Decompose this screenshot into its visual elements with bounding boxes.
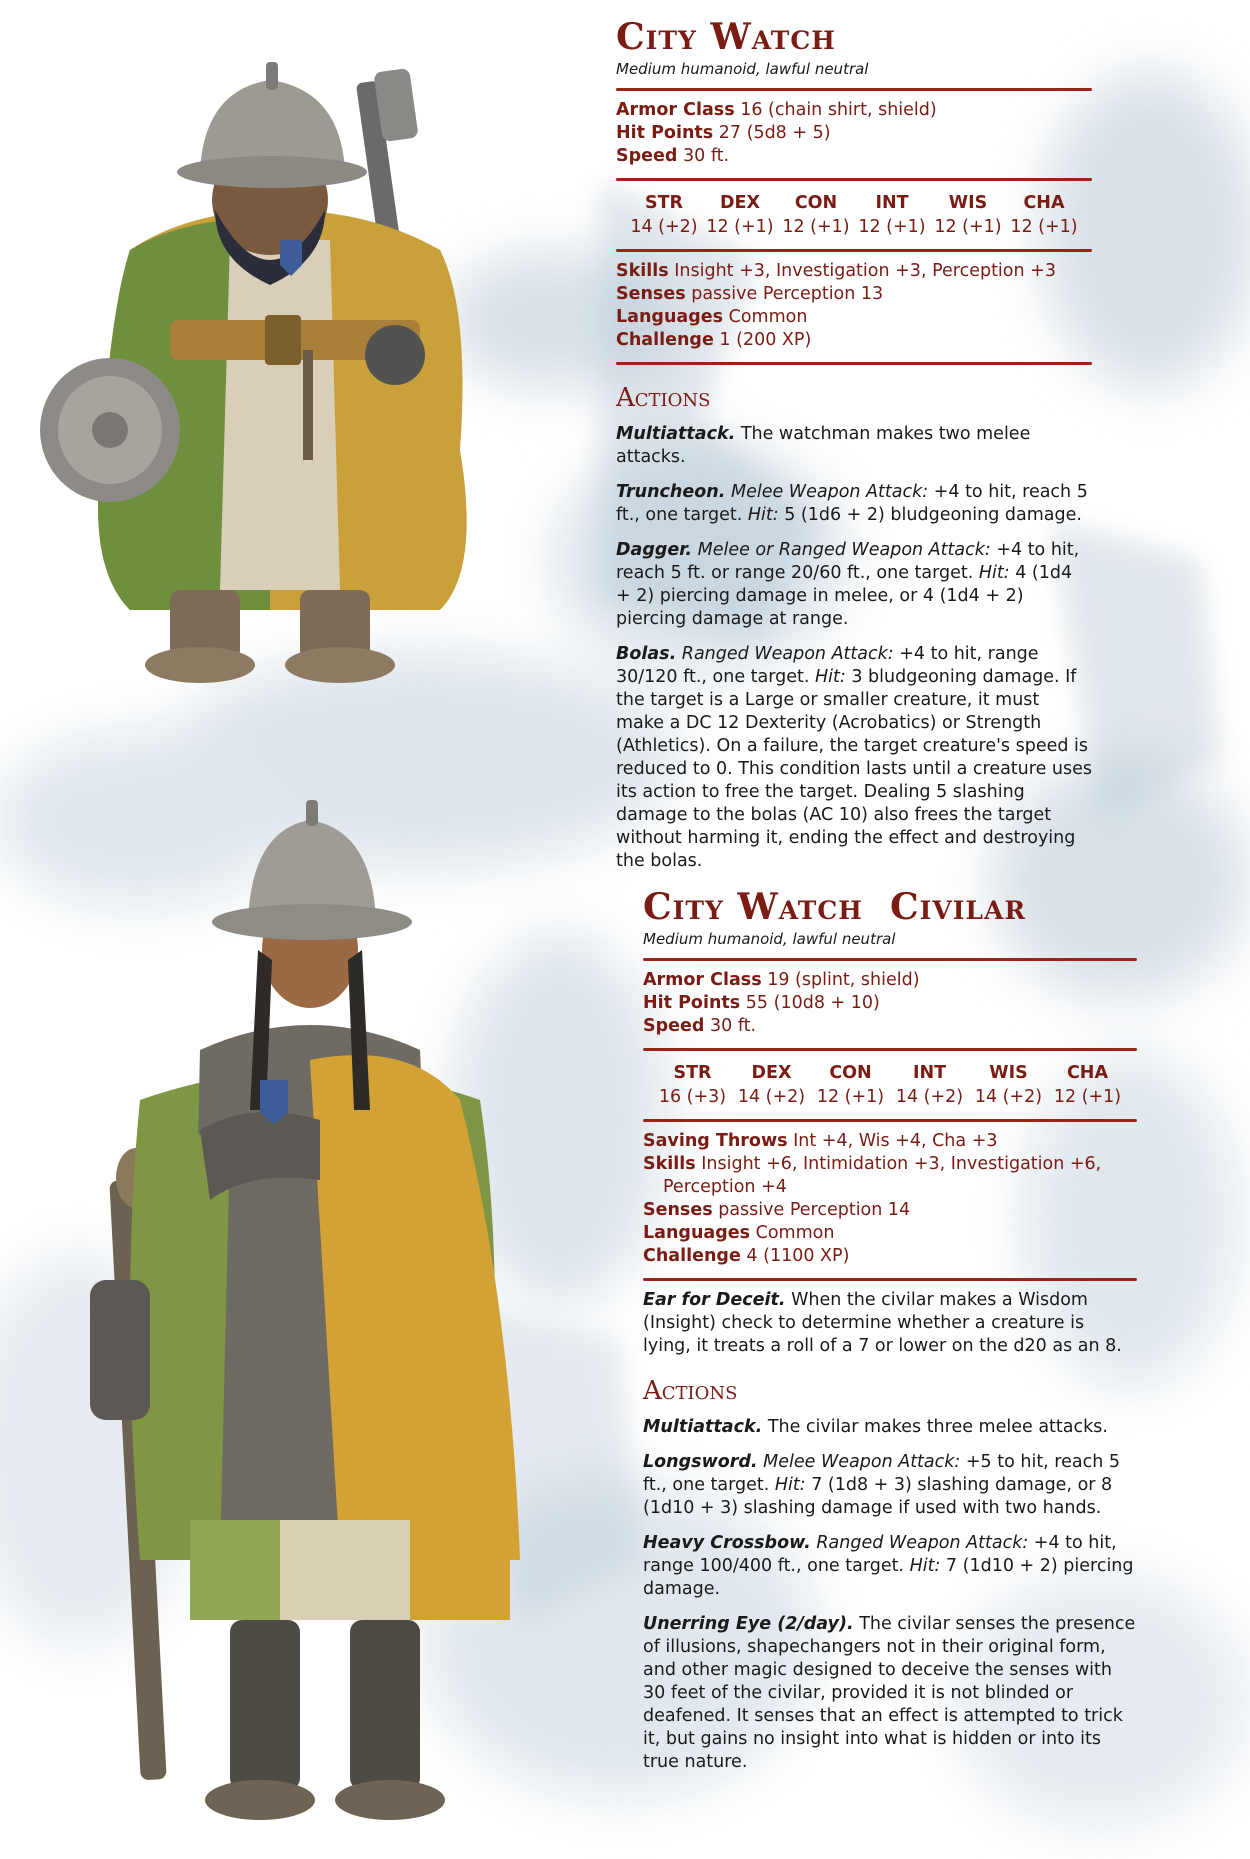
hit-points-label: Hit Points [616,122,714,143]
senses-value: passive Perception 13 [691,283,884,304]
hit-points-value: 55 (10d8 + 10) [745,992,880,1013]
ability-str: STR 16 (+3) [658,1062,727,1107]
saving-throws-value: Int +4, Wis +4, Cha +3 [793,1130,998,1151]
speed-value: 30 ft. [682,145,730,166]
civilar-stat-block [643,888,1137,1786]
action-bolas: Bolas. Ranged Weapon Attack: +4 to hit, range 30/120 ft., one target. Hit: 3 bludgeoning damage. If the target is a Large or smaller creature, it must make a DC 12 Dexterity (Acrobatics) or Strength (Athletics). On a failure, the target creature's speed is reduced to 0. This condition lasts until a creature uses its action to free the target. Dealing 5 slashing damage to the bolas (AC 10) also frees the target without harming it, ending the effect and destroying the bolas. [616,643,1092,871]
speed-value: 30 ft. [709,1015,757,1036]
languages-label: Languages [643,1222,751,1243]
skills-label: Skills [643,1153,696,1174]
action-multiattack: Multiattack. The watchman makes two melee attacks. [616,423,1031,467]
action-unerring-eye: Unerring Eye (2/day). The civilar senses the presence of illusions, shapechangers not in their original form, and other magic designed to deceive the senses with 30 feet of the civilar, provided it is not blinded or deafened. It senses that an effect is attempted to trick it, but gains no insight into what is hidden or into its true nature. [643,1613,1136,1772]
actions-heading: Actions [643,1375,738,1406]
ability-con: CON 12 (+1) [782,192,850,237]
actions-heading: Actions [616,382,711,413]
city-watch-civilar-illustration [80,800,580,1850]
languages-value: Common [755,1222,835,1243]
divider [643,1278,1137,1281]
ability-wis: WIS 14 (+2) [974,1062,1043,1107]
ability-scores [643,1059,1137,1109]
creature-type: Medium humanoid, lawful neutral [643,929,896,948]
divider [616,88,1092,91]
ability-cha: CHA 12 (+1) [1010,192,1078,237]
stat-block-title: City Watch Civilar [643,886,1027,928]
ability-dex: DEX 12 (+1) [706,192,774,237]
trait-ear-for-deceit: Ear for Deceit. When the civilar makes a Wisdom (Insight) check to determine whether a creature is lying, it treats a roll of a 7 or lower on the d20 as an 8. [643,1289,1122,1356]
stat-block-title: City Watch [616,16,836,58]
armor-class-value: 16 (chain shirt, shield) [740,99,937,120]
skills-value-continued: Perception +4 [663,1176,787,1197]
armor-class-value: 19 (splint, shield) [767,969,920,990]
ability-int: INT 12 (+1) [858,192,926,237]
divider [643,958,1137,961]
armor-class-label: Armor Class [643,969,762,990]
divider [616,178,1092,181]
ability-str: STR 14 (+2) [630,192,698,237]
action-longsword: Longsword. Melee Weapon Attack: +5 to hit, reach 5 ft., one target. Hit: 7 (1d8 + 3) slashing damage, or 8 (1d10 + 3) slashing damage if used with two hands. [643,1451,1121,1518]
speed-label: Speed [616,145,678,166]
saving-throws-label: Saving Throws [643,1130,788,1151]
ability-con: CON 12 (+1) [816,1062,885,1107]
divider [643,1048,1137,1051]
hit-points-label: Hit Points [643,992,741,1013]
ability-dex: DEX 14 (+2) [737,1062,806,1107]
ability-int: INT 14 (+2) [895,1062,964,1107]
action-heavy-crossbow: Heavy Crossbow. Ranged Weapon Attack: +4 to hit, range 100/400 ft., one target. Hit: 7 (1d10 + 2) piercing damage. [643,1532,1134,1599]
speed-label: Speed [643,1015,705,1036]
ability-scores [616,189,1092,239]
skills-label: Skills [616,260,669,281]
armor-class-label: Armor Class [616,99,735,120]
challenge-label: Challenge [616,329,714,350]
skills-value: Insight +3, Investigation +3, Perception +3 [674,260,1056,281]
challenge-value: 4 (1100 XP) [746,1245,850,1266]
creature-type: Medium humanoid, lawful neutral [616,59,869,78]
ability-cha: CHA 12 (+1) [1053,1062,1122,1107]
senses-value: passive Perception 14 [718,1199,911,1220]
ability-wis: WIS 12 (+1) [934,192,1002,237]
city-watch-illustration [40,50,510,690]
languages-value: Common [728,306,808,327]
languages-label: Languages [616,306,724,327]
divider [616,249,1092,252]
senses-label: Senses [616,283,686,304]
action-multiattack: Multiattack. The civilar makes three melee attacks. [643,1416,1108,1437]
divider [643,1119,1137,1122]
divider [616,362,1092,365]
hit-points-value: 27 (5d8 + 5) [718,122,831,143]
senses-label: Senses [643,1199,713,1220]
skills-value: Insight +6, Intimidation +3, Investigation +6, [701,1153,1102,1174]
city-watch-stat-block [616,18,1092,885]
challenge-label: Challenge [643,1245,741,1266]
action-dagger: Dagger. Melee or Ranged Weapon Attack: +4 to hit, reach 5 ft. or range 20/60 ft., one target. Hit: 4 (1d4 + 2) piercing damage in melee, or 4 (1d4 + 2) piercing damage at range. [616,539,1080,629]
challenge-value: 1 (200 XP) [719,329,812,350]
action-truncheon: Truncheon. Melee Weapon Attack: +4 to hit, reach 5 ft., one target. Hit: 5 (1d6 + 2) bludgeoning damage. [616,481,1088,525]
